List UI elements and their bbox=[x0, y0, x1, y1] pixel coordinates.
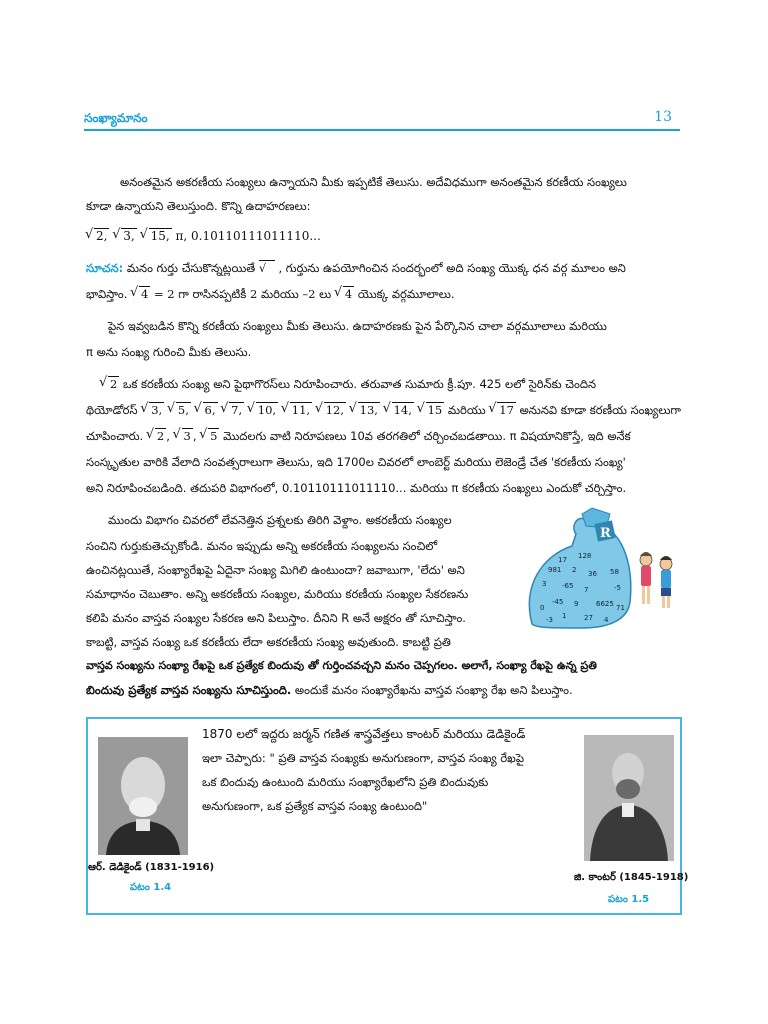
para4-line8 bbox=[86, 678, 573, 702]
para4-text-end: అందుకే మనం సంఖ్యారేఖను వాస్తవ సంఖ్యా రేఖ అని పిలుస్తాం. bbox=[291, 683, 573, 697]
para2-line1: పైన ఇవ్వబడిన కొన్ని కరణీయ సంఖ్యలు మీకు తెలుసు. ఉదాహరణకు పైన పేర్కొనిన చాలా వర్గమూలాలు మరియు bbox=[108, 319, 607, 333]
sqrt-3: √ 3, bbox=[121, 228, 136, 244]
sqrt-item: √ 14, bbox=[392, 402, 414, 418]
number-bag-illustration bbox=[522, 506, 682, 634]
chapter-title: సంఖ్యామానం bbox=[84, 111, 148, 125]
header-rule bbox=[84, 129, 680, 131]
quote-line1: 1870 లలో ఇద్దరు జర్మన్ గణిత శాస్త్రవేత్తలు కాంటర్ మరియు డెడికైండ్ bbox=[202, 727, 526, 741]
page-header bbox=[84, 108, 680, 130]
and-word: మరియు bbox=[447, 403, 486, 417]
sqrt-item: √ 3, bbox=[149, 402, 164, 418]
para3-line1 bbox=[100, 372, 596, 396]
sqrt-2-pyth: √ 2 bbox=[108, 376, 119, 392]
sqrt-3-c: √ 3 bbox=[182, 428, 193, 444]
para3-text2: అనునవి కూడా కరణీయ సంఖ్యలుగా bbox=[519, 403, 682, 417]
radical-symbol: √ bbox=[259, 260, 275, 275]
sqrt-5-c: √ 5 bbox=[208, 428, 219, 444]
page-number: 13 bbox=[654, 109, 672, 125]
bag-number: 71 bbox=[616, 604, 625, 612]
bag-number: 2 bbox=[572, 566, 577, 574]
hint-line1 bbox=[86, 256, 626, 280]
bag-letter-r: R bbox=[600, 526, 611, 541]
hint-text-b: , గుర్తును ఉపయోగించిన సందర్భంలో అది సంఖ్య యొక్క ధన వర్గ మూలం అని bbox=[278, 261, 626, 275]
bag-number: 128 bbox=[578, 552, 592, 560]
theodorus: థియోడోరస్ bbox=[86, 403, 138, 417]
examples-rest: π, 0.10110111011110... bbox=[175, 229, 321, 243]
para3-line4: సంస్కృతుల వారికి వేలాది సంవత్సరాలుగా తెలుసు, ఇది 1700ల చివరలో లాంబెర్ట్ మరియు లెజెండ్రే చేత 'కరణీయ సంఖ్య' bbox=[86, 455, 626, 469]
quote-line2: ఇలా చెప్పారు: " ప్రతి వాస్తవ సంఖ్యకు అనుగుణంగా, వాస్తవ సంఖ్య రేఖపై bbox=[202, 751, 525, 765]
sqrt-item: √ 6, bbox=[203, 402, 218, 418]
sqrt-4-b: √ 4 bbox=[343, 286, 354, 302]
hint-text-d: = 2 గా రాసినప్పటికీ 2 మరియు –2 లు bbox=[154, 287, 332, 301]
para4-line1: ముందు విభాగం చివరలో లేవనెత్తిన ప్రశ్నలకు తిరిగి వెళ్దాం. అకరణీయ సంఖ్యల bbox=[108, 513, 452, 527]
cantor-caption: జి. కాంటర్ (1845-1918) bbox=[574, 872, 689, 883]
para4-line6: కాబట్టి, వాస్తవ సంఖ్య ఒక కరణీయ లేదా అకరణీయ సంఖ్య అవుతుంది. కాబట్టి ప్రతి bbox=[86, 635, 451, 649]
sqrt-2-c: √ 2 bbox=[155, 428, 166, 444]
hint-text-a: మనం గుర్తు చేసుకొన్నట్లయితే bbox=[126, 261, 256, 275]
para3-text1: ఒక కరణీయ సంఖ్య అని పైథాగొరస్‌లు నిరూపించారు. తరువాత సుమారు క్రీ.పూ. 425 లలో సైరిన్‌కు చెందిన bbox=[122, 377, 597, 391]
examples-line bbox=[86, 224, 321, 248]
para4-line4: సమాధానం చెబుతాం. అన్ని అకరణీయ సంఖ్యల, మరియు కరణీయ సంఖ్యల సేకరణను bbox=[86, 587, 469, 601]
sqrt-item: √ 7, bbox=[229, 402, 244, 418]
bag-number: 4 bbox=[604, 616, 609, 624]
para4-bold-end: బిందువు ప్రత్యేక వాస్తవ సంఖ్యను సూచిస్తుంది. bbox=[86, 683, 292, 697]
showed-word: చూపించారు. bbox=[86, 429, 144, 443]
bag-number: 9 bbox=[574, 600, 579, 608]
sqrt-item: √ 10, bbox=[256, 402, 278, 418]
para3-line3: చూపించారు. √ 2 , √ 3 , √ 5 మొదలగు వాటి నిరూపణలు 10వ తరగతిలో చర్చించబడతాయి. π విషయానికొస్తే, ఇది అనేక bbox=[86, 424, 631, 448]
para4-line7: వాస్తవ సంఖ్యను సంఖ్యా రేఖపై ఒక ప్రత్యేక బిందువు తో గుర్తించవచ్చని మనం చెప్పగలం. అలాగే, సంఖ్యా రేఖపై ఉన్న ప్రతి bbox=[86, 659, 597, 672]
figure-1-4-label: పటం 1.4 bbox=[130, 882, 172, 893]
para3-line5: అని నిరూపించబడింది. తదుపరి విభాగంలో, 0.10110111011110... మరియు π కరణీయ సంఖ్యలు ఎందుకో చర్చిస్తాం. bbox=[86, 481, 627, 495]
bag-number: -5 bbox=[614, 584, 621, 592]
para1-line1: అనంతమైన అకరణీయ సంఖ్యలు ఉన్నాయని మీకు ఇప్పటికే తెలుసు. అదేవిధముగా అనంతమైన కరణీయ సంఖ్యలు bbox=[120, 175, 627, 189]
sqrt-item: √ 15 bbox=[426, 402, 445, 418]
para4-line2: సంచిని గుర్తుకుతెచ్చుకోండి. మనం ఇప్పుడు అన్ని అకరణీయ సంఖ్యలను సంచిలో bbox=[86, 539, 438, 553]
bag-number: 3 bbox=[542, 580, 547, 588]
bag-number: 27 bbox=[584, 614, 593, 622]
bag-number: 0 bbox=[540, 604, 545, 612]
hint-label: సూచన: bbox=[86, 261, 124, 275]
para4-line3: ఉంచినట్లయితే, సంఖ్యారేఖపై ఏదైనా సంఖ్య మిగిలి ఉంటుందా? జవాబుగా, 'లేదు' అని bbox=[86, 563, 465, 577]
para3-text3: మొదలగు వాటి నిరూపణలు 10వ తరగతిలో చర్చించబడతాయి. π విషయానికొస్తే, ఇది అనేక bbox=[223, 429, 631, 443]
cantor-portrait bbox=[584, 735, 674, 861]
bag-number: 1 bbox=[562, 612, 567, 620]
para3-line2 bbox=[86, 398, 681, 422]
historical-note-box bbox=[86, 717, 689, 915]
dedekind-portrait bbox=[98, 737, 188, 855]
hint-text-c: భావిస్తాం. bbox=[86, 287, 128, 301]
quote-line3: ఒక బిందువు ఉంటుంది మరియు సంఖ్యారేఖలోని ప్రతి బిందువుకు bbox=[202, 775, 489, 789]
dedekind-caption: ఆర్. డెడికైండ్ (1831-1916) bbox=[88, 862, 215, 873]
sqrt-item: √ 13, bbox=[358, 402, 380, 418]
para2-line2: π అను సంఖ్య గురించి మీకు తెలుసు. bbox=[86, 345, 252, 359]
sqrt-item: √ 12, bbox=[324, 402, 346, 418]
bag-number: 17 bbox=[558, 556, 567, 564]
bag-number: -3 bbox=[546, 616, 553, 624]
sqrt-17: √ 17 bbox=[497, 402, 516, 418]
para4-line5: కలిపి మనం వాస్తవ సంఖ్యల సేకరణ అని పిలుస్తాం. దీనిని R అనే అక్షరం తో సూచిస్తాం. bbox=[86, 611, 466, 625]
sqrt-item: √ 11, bbox=[290, 402, 312, 418]
bag-number: 981 bbox=[548, 566, 562, 574]
sqrt-2: √ 2, bbox=[94, 228, 109, 244]
para1-line2: కూడా ఉన్నాయని తెలుస్తుంది. కొన్ని ఉదాహరణలు: bbox=[86, 199, 311, 213]
bag-number: 7 bbox=[584, 586, 589, 594]
hint-text-e: యొక్క వర్గమూలాలు. bbox=[357, 287, 455, 301]
figure-1-5-label: పటం 1.5 bbox=[608, 894, 650, 905]
hint-line2 bbox=[86, 282, 455, 306]
sqrt-15: √ 15, bbox=[149, 228, 172, 244]
quote-line4: అనుగుణంగా, ఒక ప్రత్యేక వాస్తవ సంఖ్య ఉంటుంది" bbox=[202, 799, 428, 813]
bag-number: -65 bbox=[562, 582, 574, 590]
sqrt-item: √ 5, bbox=[176, 402, 191, 418]
bag-number: -45 bbox=[552, 598, 564, 606]
sqrt-4: √ 4 bbox=[139, 286, 150, 302]
bag-number: 6625 bbox=[596, 600, 614, 608]
bag-number: 58 bbox=[610, 568, 619, 576]
bag-number: 36 bbox=[588, 570, 597, 578]
